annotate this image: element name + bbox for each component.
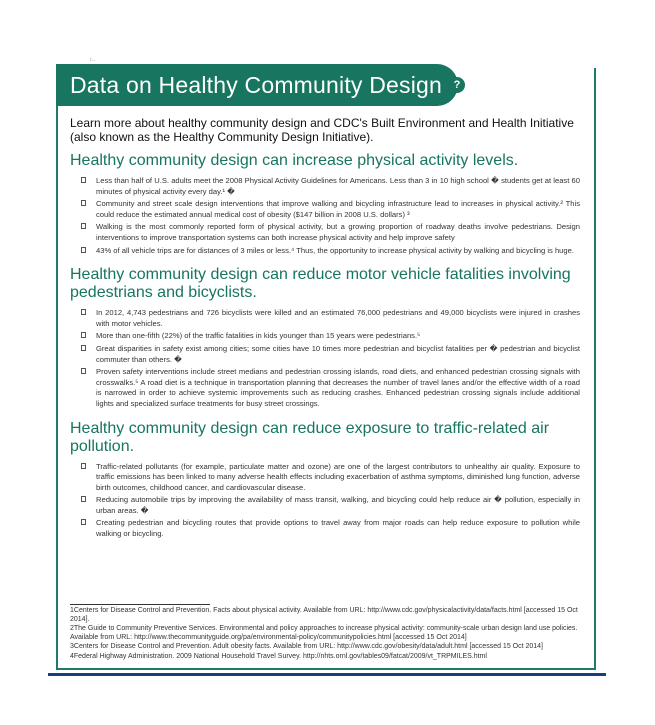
bullet-item xyxy=(70,199,580,220)
bullet-item xyxy=(70,462,580,494)
bullet-item xyxy=(70,518,580,539)
bullet-item xyxy=(70,331,580,342)
bullet-item xyxy=(70,176,580,197)
bullet-list-physical-activity xyxy=(70,176,580,256)
checkbox-icon xyxy=(81,309,86,315)
bullet-text: 43% of all vehicle trips are for distances of 3 miles or less.⁴ Thus, the opportunity to increase physical activity by walking and bicycling is huge. xyxy=(96,245,574,255)
checkbox-icon xyxy=(81,519,86,525)
footnote-divider xyxy=(70,604,210,605)
bullet-text: Creating pedestrian and bicycling routes that provide options to travel away from major roads can help reduce exposure to pollution while walking or bicycling. xyxy=(96,518,580,539)
bullet-item xyxy=(70,367,580,409)
footnote: 1Centers for Disease Control and Prevention. Facts about physical activity. Available from URL: http://www.cdc.gov/physicalactivity/data/facts.html [accessed 15 Oct 2014]. xyxy=(70,607,578,623)
bullet-text: Walking is the most commonly reported form of physical activity, but a growing proportion of roadway deaths involve pedestrians. Design interventions to improve transportation systems can both increase physical activity and help improve safety xyxy=(96,222,580,242)
title-banner xyxy=(56,64,458,106)
bullet-item xyxy=(70,308,580,329)
checkbox-icon xyxy=(81,223,86,229)
bullet-item xyxy=(70,495,580,516)
bullet-text: More than one-fifth (22%) of the traffic fatalities in kids younger than 15 years were pedestrians.⁵ xyxy=(96,331,421,341)
section-title-air-pollution: Healthy community design can reduce exposure to traffic-related air pollution. xyxy=(70,419,550,455)
bullet-text: Great disparities in safety exist among cities; some cities have 10 times more pedestrian and bicyclist fatalities per � pedestrian and bicyclist commuter than others. � xyxy=(96,343,580,364)
bullet-list-air-pollution xyxy=(70,462,580,540)
bullet-text: In 2012, 4,743 pedestrians and 726 bicyclists were killed and an estimated 76,000 pedestrians and 49,000 bicyclists were injured in crashes with motor vehicles. xyxy=(96,308,580,328)
bullet-text: Traffic-related pollutants (for example, particulate matter and ozone) are one of the largest contributors to unhealthy air quality. Exposure to traffic emissions has been linked to many adverse health effects including exacerbation of asthma symptoms, diminished lung function, adverse birth outcomes, childhood cancer, and cardiovascular disease. xyxy=(96,461,580,492)
help-icon[interactable]: ? xyxy=(449,77,465,93)
bullet-text: Community and street scale design interventions that improve walking and bicycling infrastructure lead to increases in physical activity.² This could reduce the estimated annual medical cost of obesity ($147 billion in 2008 U.S. dollars) ³ xyxy=(96,199,580,219)
checkbox-icon xyxy=(81,496,86,502)
bullet-item xyxy=(70,222,580,243)
bullet-text: Proven safety interventions include street medians and pedestrian crossing islands, road diets, and enhanced pedestrian crossing signals with crosswalks.⁵ A road diet is a technique in transportation planning that decreases the number of travel lanes and/or the effective width of a road is narrowed in order to achieve systemic improvements such as reducing crashes. Enhanced pedestrian crossing signals include additional lights and specialized surface treatments for busy street crossings. xyxy=(96,367,580,408)
checkbox-icon xyxy=(81,247,86,253)
checkbox-icon xyxy=(81,463,86,469)
checkbox-icon xyxy=(81,345,86,351)
checkbox-icon xyxy=(81,332,86,338)
corner-mark: ı.. xyxy=(90,57,96,63)
checkbox-icon xyxy=(81,177,86,183)
main-content xyxy=(70,116,580,550)
footnote: 3Centers for Disease Control and Prevention. Adult obesity facts. Available from URL: http://www.cdc.gov/obesity/data/adult.html [accessed 15 Oct 2014] xyxy=(70,643,544,650)
checkbox-icon xyxy=(81,200,86,206)
footnote: 4Federal Highway Administration. 2009 National Household Travel Survey. http://nhts.ornl.gov/tables09/fatcat/2009/vt_TRPMILES.html xyxy=(70,652,487,660)
bullet-list-fatalities xyxy=(70,308,580,409)
intro-text: Learn more about healthy community design and CDC's Built Environment and Health Initiative (also known as the Healthy Community Design Initiative). xyxy=(70,116,574,144)
left-rule xyxy=(56,85,58,670)
bullet-text: Reducing automobile trips by improving the availability of mass transit, walking, and bicycling could help reduce air � pollution, especially in urban areas. � xyxy=(96,495,580,515)
page-title: Data on Healthy Community Design xyxy=(70,71,443,98)
bullet-item xyxy=(70,246,580,257)
bullet-text: Less than half of U.S. adults meet the 2008 Physical Activity Guidelines for Americans. Less than 3 in 10 high school � students get at least 60 minutes of physical activity every day.¹ � xyxy=(96,176,580,196)
footnotes xyxy=(70,607,580,662)
section-title-physical-activity: Healthy community design can increase physical activity levels. xyxy=(70,152,519,169)
checkbox-icon xyxy=(81,368,86,374)
footnote: 2The Guide to Community Preventive Services. Environmental and policy approaches to increase physical activity: community-scale urban design land use policies. Available from URL: http://www.thecommunityguide.org/pa/environmental-policy/communitypolicies.html [accessed 15 Oct 2014] xyxy=(70,625,578,641)
bottom-bar xyxy=(48,673,606,676)
bullet-item xyxy=(70,344,580,365)
section-title-fatalities: Healthy community design can reduce motor vehicle fatalities involving pedestrians and bicyclists. xyxy=(70,266,571,302)
